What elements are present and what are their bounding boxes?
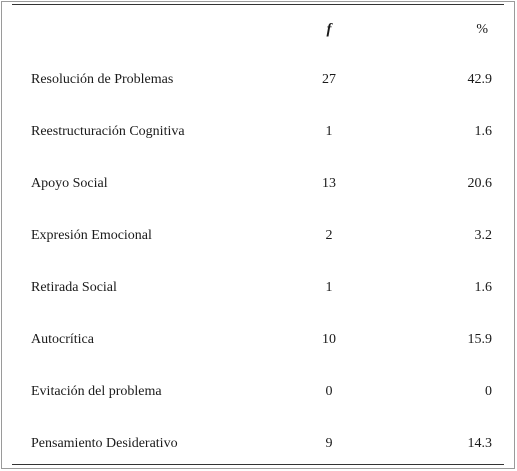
row-percent: 15.9	[467, 332, 492, 347]
row-percent: 3.2	[474, 228, 492, 243]
row-frequency: 27	[322, 72, 336, 87]
row-percent: 20.6	[467, 176, 492, 191]
row-label: Resolución de Problemas	[31, 72, 174, 87]
header-frequency: f	[326, 21, 332, 38]
row-label: Expresión Emocional	[31, 228, 152, 243]
row-frequency: 1	[325, 280, 333, 295]
row-label: Pensamiento Desiderativo	[31, 436, 178, 451]
row-label: Evitación del problema	[31, 384, 162, 399]
table-row	[12, 54, 504, 106]
coping-strategies-table	[12, 6, 504, 470]
table-row	[12, 418, 504, 470]
table-top-rule	[12, 4, 504, 5]
table-bottom-rule	[12, 464, 504, 465]
row-frequency: 1	[325, 124, 333, 139]
row-frequency: 0	[325, 384, 333, 399]
row-label: Reestructuración Cognitiva	[31, 124, 185, 139]
table-row	[12, 262, 504, 314]
row-label: Autocrítica	[31, 332, 94, 347]
table-row	[12, 314, 504, 366]
row-frequency: 10	[322, 332, 336, 347]
table-row	[12, 366, 504, 418]
header-percent: %	[476, 22, 488, 37]
row-percent: 0	[485, 384, 492, 399]
table-header-row	[12, 6, 504, 54]
row-frequency: 9	[325, 436, 333, 451]
table-row	[12, 158, 504, 210]
row-percent: 14.3	[467, 436, 492, 451]
row-label: Apoyo Social	[31, 176, 108, 191]
row-label: Retirada Social	[31, 280, 117, 295]
table-row	[12, 106, 504, 158]
row-frequency: 13	[322, 176, 336, 191]
row-percent: 1.6	[474, 124, 492, 139]
row-percent: 42.9	[467, 72, 492, 87]
table-row	[12, 210, 504, 262]
row-frequency: 2	[325, 228, 333, 243]
row-percent: 1.6	[474, 280, 492, 295]
